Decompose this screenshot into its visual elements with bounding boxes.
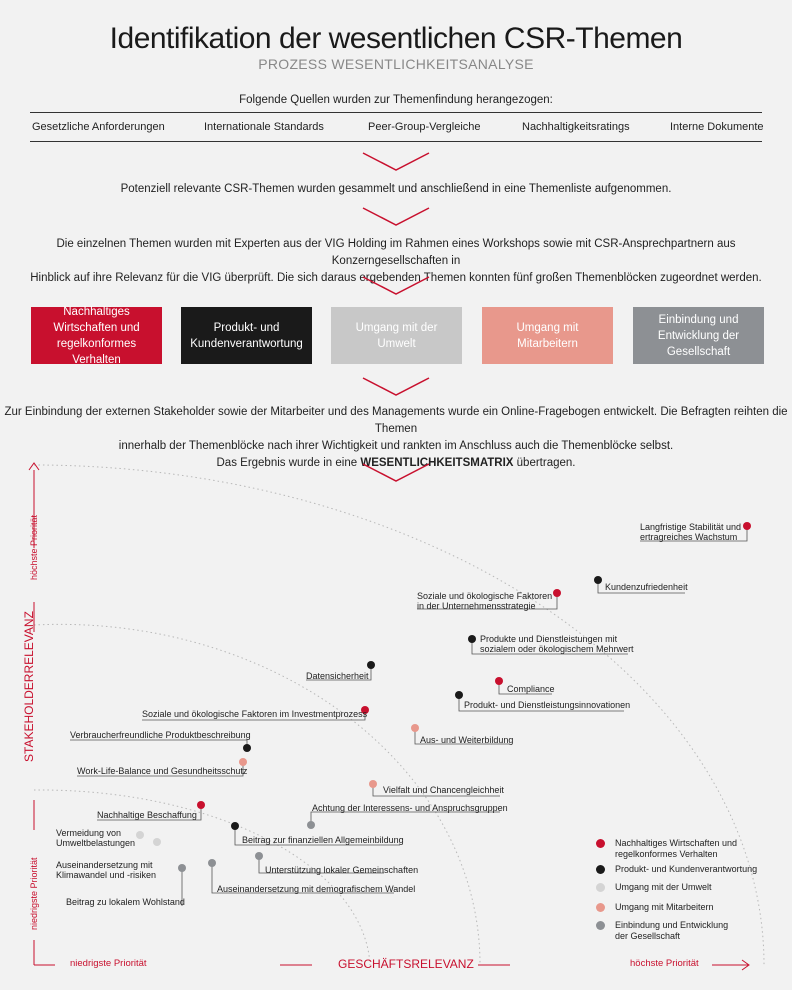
page-subtitle: PROZESS WESENTLICHKEITSANALYSE bbox=[258, 56, 534, 72]
topic-label: Auseinandersetzung mit demografischem Wandel bbox=[217, 884, 416, 894]
topic-label: Kundenzufriedenheit bbox=[605, 582, 688, 592]
topic-dot bbox=[369, 780, 377, 788]
topic-label: Verbraucherfreundliche Produktbeschreibung bbox=[70, 730, 251, 740]
legend-label: Produkt- und Kundenverantwortung bbox=[615, 864, 758, 874]
source-item: Nachhaltigkeitsratings bbox=[522, 121, 630, 133]
theme-block: Umgang mit Mitarbeitern bbox=[482, 307, 613, 364]
legend-swatch bbox=[596, 839, 605, 848]
legend-label: Umgang mit Mitarbeitern bbox=[615, 902, 714, 912]
page-title: Identifikation der wesentlichen CSR-Themen bbox=[109, 22, 683, 55]
arrow-up-icon bbox=[29, 463, 39, 470]
x-axis-high-label: höchste Priorität bbox=[630, 958, 699, 969]
leader-line bbox=[70, 740, 247, 748]
legend-label: Nachhaltiges Wirtschaften und regelkonformes Verhalten bbox=[615, 838, 738, 859]
legend-label: Einbindung und Entwicklung der Gesellschaft bbox=[615, 920, 729, 941]
topic-label: Produkte und Dienstleistungen mit sozialem oder ökologischem Mehrwert bbox=[480, 634, 634, 654]
topic-dot bbox=[153, 838, 161, 846]
theme-block: Umgang mit der Umwelt bbox=[331, 307, 462, 364]
topic-label: Aus- und Weiterbildung bbox=[420, 735, 514, 745]
sources-intro: Folgende Quellen wurden zur Themenfindung herangezogen: bbox=[239, 94, 553, 106]
step-text-collection: Potenziell relevante CSR-Themen wurden gesammelt und anschließend in eine Themenliste aufgenommen. bbox=[120, 183, 672, 195]
step-text-line: Hinblick auf ihre Relevanz für die VIG überprüft. Die sich daraus ergebenden Themen konnten fünf großen Themenblöcken zugeordnet werden. bbox=[30, 272, 762, 284]
topic-label: Auseinandersetzung mit Klimawandel und -risiken bbox=[56, 860, 157, 880]
source-item: Interne Dokumente bbox=[670, 121, 764, 133]
topic-dot bbox=[197, 801, 205, 809]
theme-block: Produkt- und Kundenverantwortung bbox=[181, 307, 312, 364]
topic-dot bbox=[307, 821, 315, 829]
topic-label: Nachhaltige Beschaffung bbox=[97, 810, 197, 820]
y-axis-title: STAKEHOLDERRELEVANZ bbox=[22, 611, 36, 762]
topic-dot bbox=[743, 522, 751, 530]
topic-dot bbox=[239, 758, 247, 766]
step-text-line: innerhalb der Themenblöcke nach ihrer Wichtigkeit und rankten im Anschluss auch die Themenblöcke selbst. bbox=[118, 440, 674, 452]
step-text-line: Das Ergebnis wurde in eine WESENTLICHKEITSMATRIX übertragen. bbox=[216, 457, 576, 469]
legend-swatch bbox=[596, 883, 605, 892]
topic-label: Soziale und ökologische Faktoren im Investmentprozess bbox=[142, 709, 368, 719]
legend-swatch bbox=[596, 865, 605, 874]
topic-dot bbox=[231, 822, 239, 830]
topic-label: Unterstützung lokaler Gemeinschaften bbox=[265, 865, 419, 875]
theme-block: Einbindung und Entwicklung der Gesellschaft bbox=[633, 307, 764, 364]
y-axis-low-label: niedrigste Priorität bbox=[29, 857, 39, 930]
topic-label: Vermeidung von Umweltbelastungen bbox=[56, 828, 136, 848]
topic-dot bbox=[136, 831, 144, 839]
legend-swatch bbox=[596, 921, 605, 930]
topic-label: Achtung der Interessens- und Anspruchsgruppen bbox=[312, 803, 508, 813]
topic-dot bbox=[495, 677, 503, 685]
theme-block: Nachhaltiges Wirtschaften und regelkonformes Verhalten bbox=[31, 307, 162, 364]
legend-label: Umgang mit der Umwelt bbox=[615, 882, 712, 892]
y-axis-high-label: höchste Priorität bbox=[29, 514, 39, 580]
topic-label: Langfristige Stabilität und ertragreiches Wachstum bbox=[640, 522, 742, 542]
topic-label: Beitrag zur finanziellen Allgemeinbildung bbox=[242, 835, 404, 845]
topic-dot bbox=[255, 852, 263, 860]
x-axis-title: GESCHÄFTSRELEVANZ bbox=[338, 957, 474, 971]
topic-label: Beitrag zu lokalem Wohlstand bbox=[66, 897, 185, 907]
topic-dot bbox=[178, 864, 186, 872]
topic-label: Work-Life-Balance und Gesundheitsschutz bbox=[77, 766, 248, 776]
topic-dot bbox=[553, 589, 561, 597]
leader-line bbox=[311, 812, 500, 825]
source-item: Internationale Standards bbox=[204, 121, 324, 133]
topic-dot bbox=[367, 661, 375, 669]
topic-label: Produkt- und Dienstleistungsinnovationen bbox=[464, 700, 631, 710]
topic-dot bbox=[411, 724, 419, 732]
x-axis-low-label: niedrigste Priorität bbox=[70, 958, 147, 969]
topic-label: Soziale und ökologische Faktoren in der Unternehmensstrategie bbox=[417, 591, 553, 611]
topic-label: Compliance bbox=[507, 684, 555, 694]
source-item: Gesetzliche Anforderungen bbox=[32, 121, 165, 133]
topic-dot bbox=[468, 635, 476, 643]
step-text-line: Zur Einbindung der externen Stakeholder sowie der Mitarbeiter und des Managements wurde ein Online-Fragebogen entwickelt. Die Befragten reihten die Themen bbox=[4, 406, 788, 435]
topic-dot bbox=[594, 576, 602, 584]
topic-label: Datensicherheit bbox=[306, 671, 369, 681]
topic-dot bbox=[455, 691, 463, 699]
legend-swatch bbox=[596, 903, 605, 912]
step-text-line: Die einzelnen Themen wurden mit Experten aus der VIG Holding im Rahmen eines Workshops sowie mit CSR-Ansprechpartnern aus Konzerngesellschaften in bbox=[56, 238, 736, 267]
topic-dot bbox=[243, 744, 251, 752]
topic-dot bbox=[208, 859, 216, 867]
topic-label: Vielfalt und Chancengleichheit bbox=[383, 785, 504, 795]
source-item: Peer-Group-Vergleiche bbox=[368, 121, 481, 133]
matrix-keyword: WESENTLICHKEITSMATRIX bbox=[360, 457, 514, 469]
